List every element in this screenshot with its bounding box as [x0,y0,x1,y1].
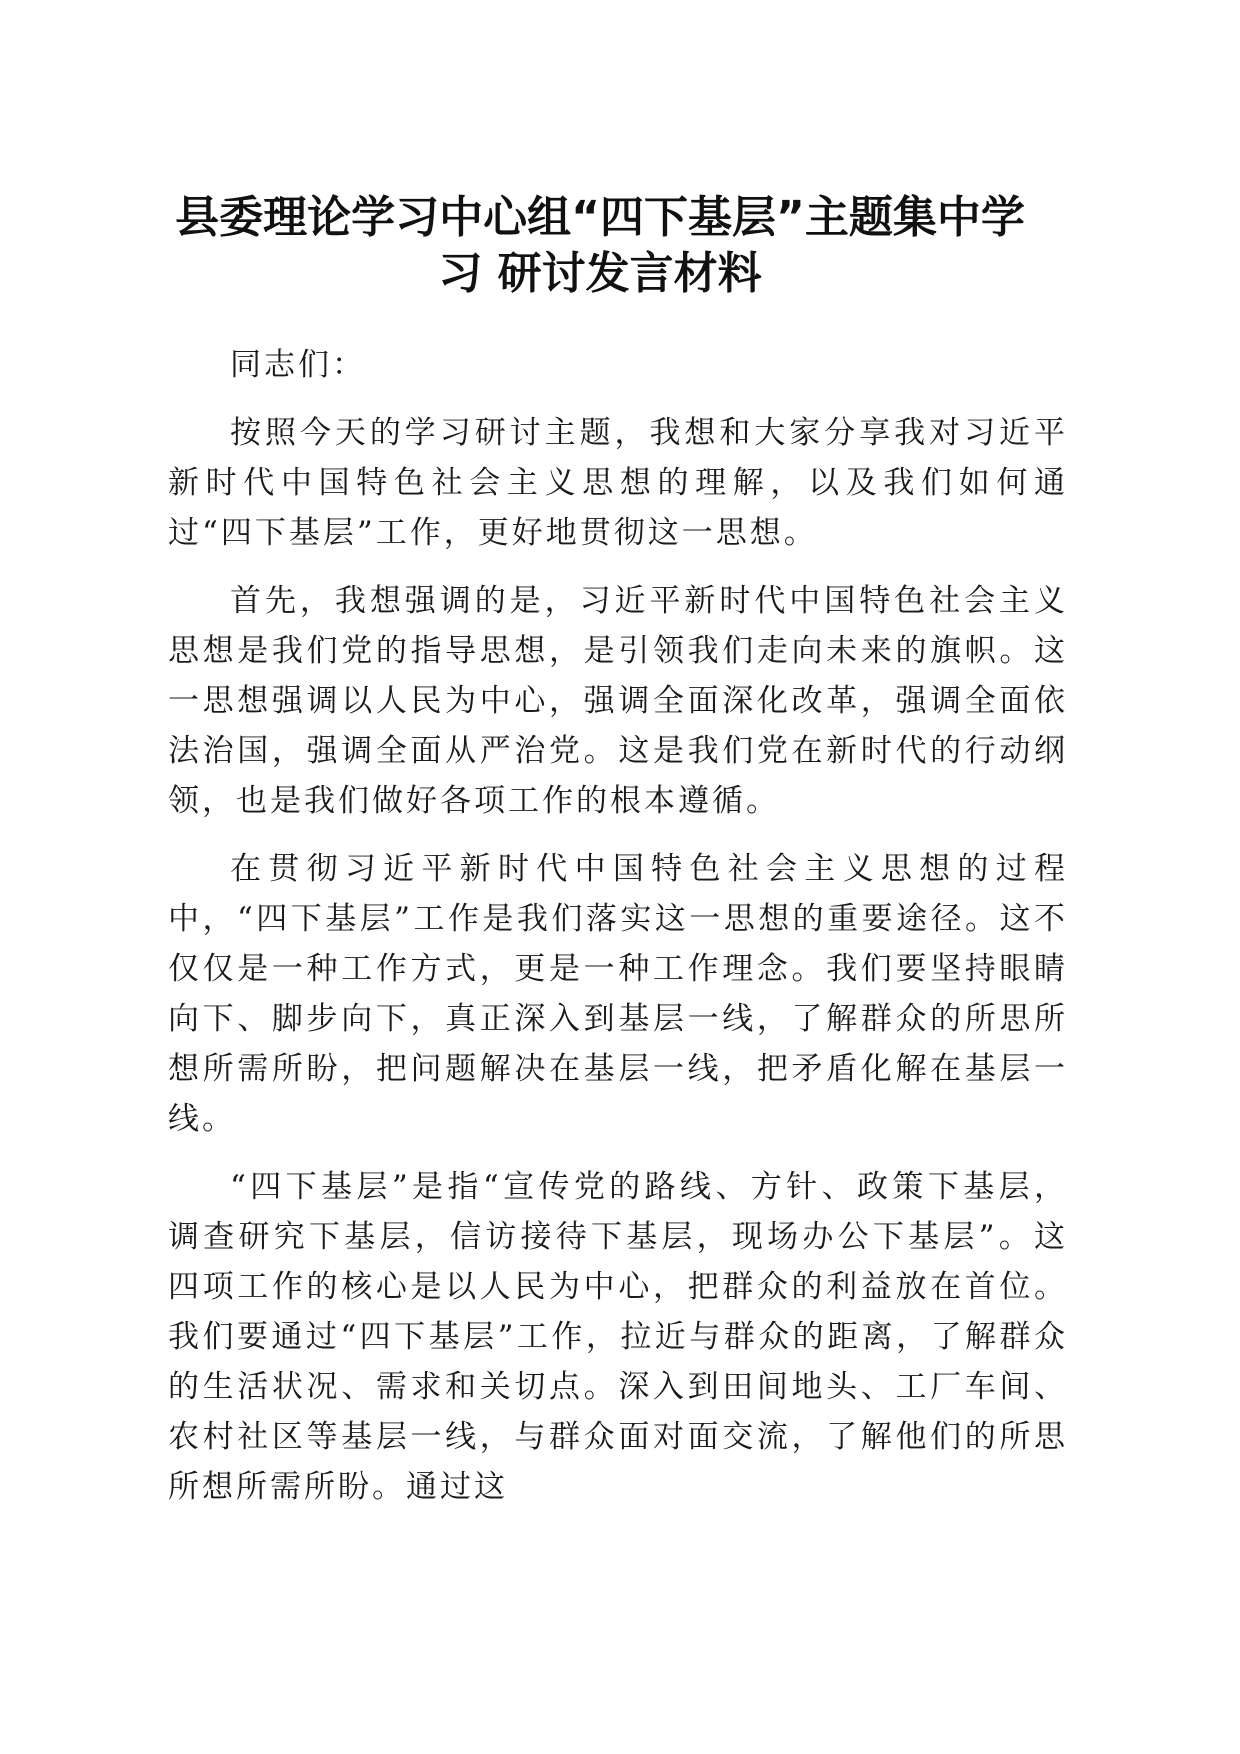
salutation: 同志们： [230,347,366,383]
paragraph-2: 首先，我想强调的是，习近平新时代中国特色社会主义思想是我们党的指导思想，是引领我们走向未来的旗帜。这一思想强调以人民为中心，强调全面深化改革，强调全面依法治国，强调全面从严治党。这是我们党在新时代的行动纲领，也是我们做好各项工作的根本遵循。 [168,583,1068,819]
title-line-2: 习 研讨发言材料 [438,248,762,299]
paragraph-3: 在贯彻习近平新时代中国特色社会主义思想的过程中，“四下基层”工作是我们落实这一思想的重要途径。这不仅仅是一种工作方式，更是一种工作理念。我们要坚持眼睛向下、脚步向下，真正深入到基层一线，了解群众的所思所想所需所盼，把问题解决在基层一线，把矛盾化解在基层一线。 [168,851,1068,1137]
document-body [168,340,1068,1530]
paragraph-4: “四下基层”是指“宣传党的路线、方针、政策下基层，调查研究下基层，信访接待下基层，现场办公下基层”。这四项工作的核心是以人民为中心，把群众的利益放在首位。我们要通过“四下基层”工作，拉近与群众的距离，了解群众的生活状况、需求和关切点。深入到田间地头、工厂车间、农村社区等基层一线，与群众面对面交流，了解他们的所思所想所需所盼。通过这 [168,1169,1068,1505]
paragraph-1: 按照今天的学习研讨主题，我想和大家分享我对习近平新时代中国特色社会主义思想的理解，以及我们如何通过“四下基层”工作，更好地贯彻这一思想。 [168,415,1068,551]
document-title [160,190,1040,302]
title-line-1: 县委理论学习中心组“四下基层”主题集中学 [175,192,1025,243]
